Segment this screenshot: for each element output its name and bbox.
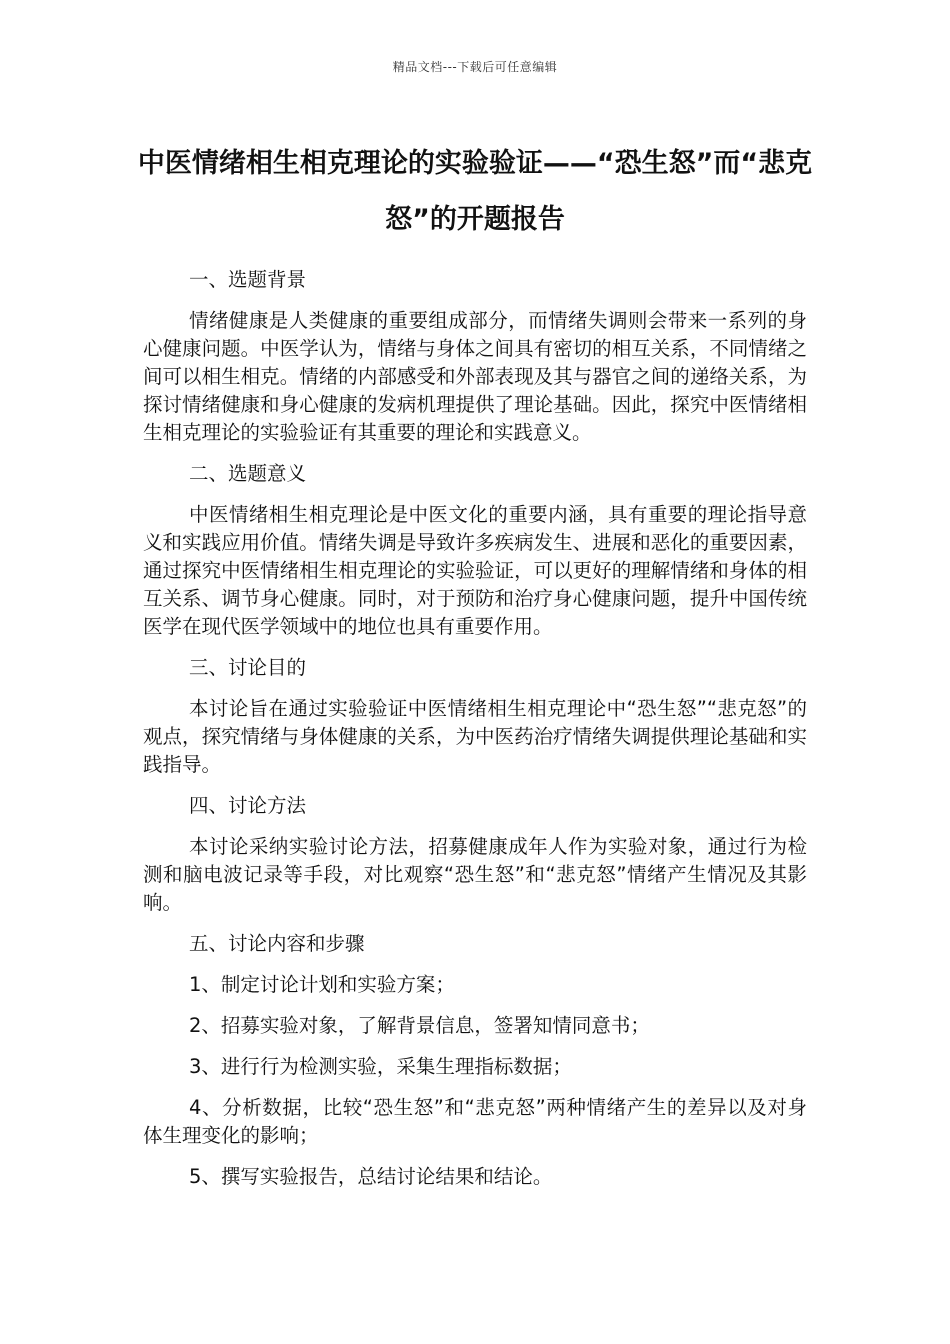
list-item: 5、撰写实验报告，总结讨论结果和结论。 <box>189 1165 553 1188</box>
list-item: 1、制定讨论计划和实验方案； <box>189 973 455 996</box>
section-heading-background: 一、选题背景 <box>189 268 307 291</box>
section-paragraph-background: 情绪健康是人类健康的重要组成部分，而情绪失调则会带来一系列的身心健康问题。中医学认为，情绪与身体之间具有密切的相互关系，不同情绪之间可以相生相克。情绪的内部感受和外部表现及其与器官之间的递络关系，为探讨情绪健康和身心健康的发病机理提供了理论基础。因此，探究中医情绪相生相克理论的实验验证有其重要的理论和实践意义。 <box>143 309 807 444</box>
list-item: 3、进行行为检测实验，采集生理指标数据； <box>189 1055 572 1078</box>
section-heading-steps: 五、讨论内容和步骤 <box>189 932 365 955</box>
document-body <box>143 266 807 1204</box>
list-item: 4、分析数据，比较“恐生怒”和“悲克怒”两种情绪产生的差异以及对身体生理变化的影响； <box>143 1096 807 1147</box>
section-heading-method: 四、讨论方法 <box>189 794 307 817</box>
section-heading-significance: 二、选题意义 <box>189 462 307 485</box>
document-title: 中医情绪相生相克理论的实验验证——“恐生怒”而“悲克怒”的开题报告 <box>137 148 813 235</box>
list-item: 2、招募实验对象，了解背景信息，签署知情同意书； <box>189 1014 650 1037</box>
section-paragraph-significance: 中医情绪相生相克理论是中医文化的重要内涵，具有重要的理论指导意义和实践应用价值。情绪失调是导致许多疾病发生、进展和恶化的重要因素，通过探究中医情绪相生相克理论的实验验证，可以更好的理解情绪和身体的相互关系、调节身心健康。同时，对于预防和治疗身心健康问题，提升中国传统医学在现代医学领域中的地位也具有重要作用。 <box>143 503 807 638</box>
section-paragraph-purpose: 本讨论旨在通过实验验证中医情绪相生相克理论中“恐生怒”“悲克怒”的观点，探究情绪与身体健康的关系，为中医药治疗情绪失调提供理论基础和实践指导。 <box>143 697 807 776</box>
section-paragraph-method: 本讨论采纳实验讨论方法，招募健康成年人作为实验对象，通过行为检测和脑电波记录等手段，对比观察“恐生怒”和“悲克怒”情绪产生情况及其影响。 <box>143 835 807 914</box>
header-note: 精品文档---下载后可任意编辑 <box>392 60 558 74</box>
section-heading-purpose: 三、讨论目的 <box>189 656 307 679</box>
